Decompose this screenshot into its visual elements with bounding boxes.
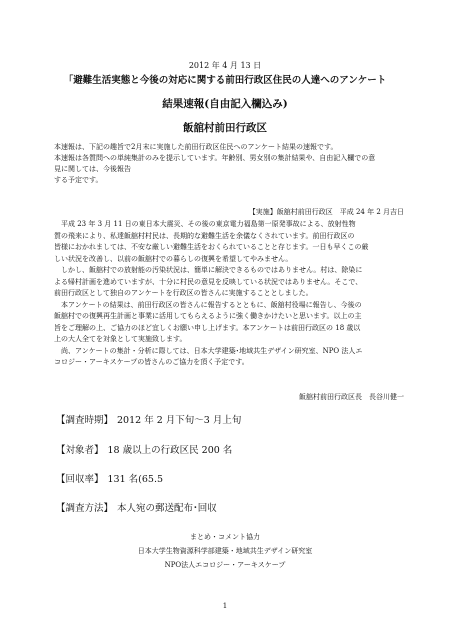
signature: 飯舘村前田行政区長 長谷川健一 [299,393,404,401]
document-subtitle: 結果速報(自由記入欄込み) [162,98,288,110]
body-line: しい状況を改善し、以前の飯舘村での暮らしの復興を希望してやみません。 [54,254,293,263]
info-label: 【調査時期】 [56,415,114,426]
info-value: 本人宛の郵送配布･回収 [117,503,217,514]
body-line: しかし、飯舘村での放射能の汚染状況は、簡単に解決できるものではありません。村は、除染に [54,266,363,274]
body-text [54,219,404,369]
body-line: 旨をご理解の上、ご協力のほど宜しくお願い申し上げます。本アンケートは前田行政区の 18 歳以 [54,323,361,332]
intro-paragraph [54,142,404,186]
credit-heading: まとめ・コメント協力 [190,533,260,541]
body-line: 上の大人全てを対象として実施致します。 [54,335,187,343]
body-line: よる帰村計画を進めていますが、十分に村民の意見を反映している状況ではありません。そこで、 [54,277,363,286]
document-title: 「避難生活実態と今後の対応に関する前田行政区住民の人達へのアンケート [63,75,387,86]
info-item-target [56,442,232,456]
page-number: 1 [222,602,228,610]
intro-line: 本速報は、下記の趣旨で2月末に実施した前田行政区住民へのアンケート結果の速報です。 [54,143,338,151]
info-item-response-rate [56,471,163,485]
info-label: 【調査方法】 [56,503,114,514]
intro-line: 本速報は各質問への単純集計のみを提示しています。年齢別、男女別の集計結果や、自由記入欄での意 [54,154,376,162]
document-date: 2012 年 4 月 13 日 [188,61,262,70]
info-item-method [56,500,217,514]
intro-line: する予定です。 [54,176,103,184]
organization-name: 飯舘村前田行政区 [183,122,267,134]
info-value: 2012 年 2 月下旬〜3 月上旬 [117,415,242,426]
info-item-period [56,412,241,426]
credit-lab: 日本大学生物資源科学部建築・地域共生デザイン研究室 [137,547,313,555]
body-line: 皆様におかれましては、不安な厳しい避難生活をおくられていることと存じます。一日も早くこの厳 [54,243,369,251]
implementer-line: 【実施】飯舘村前田行政区 平成 24 年 2 月吉日 [248,208,404,216]
body-line: 質の飛来により、私達飯舘村村民は、長期的な避難生活を余儀なくされています。前田行政区の [54,231,355,240]
body-line: 前田行政区として独自のアンケートを行政区の皆さんに実施することとしました。 [54,289,313,297]
credit-npo: NPO法人エコロジー・アーキスケープ [164,561,286,569]
info-label: 【回収率】 [56,474,104,485]
body-line: 本アンケートの結果は、前田行政区の皆さんに報告するとともに、飯舘村役場に報告し、今後の [54,300,362,309]
body-line: コロジー・アーキスケープの皆さんのご協力を頂く予定です。 [54,358,249,366]
info-label: 【対象者】 [56,445,104,456]
body-line: 飯舘村での復興再生計画と事業に活用してもらえるように強く働きかけたいと思います。以上の主 [54,312,362,320]
body-line: 尚、アンケートの集計・分析に際しては、日本大学建築･地域共生デザイン研究室、NPO 法人エ [54,346,363,355]
info-value: 18 歳以上の行政区民 200 名 [107,445,233,456]
info-value: 131 名(65.5 [107,474,164,485]
intro-line: 見に関しては、今後報告 [54,165,131,173]
body-line: 平成 23 年 3 月 11 日の東日本大震災、その後の東京電力福島第一原発事故による、放射性物 [54,220,356,228]
